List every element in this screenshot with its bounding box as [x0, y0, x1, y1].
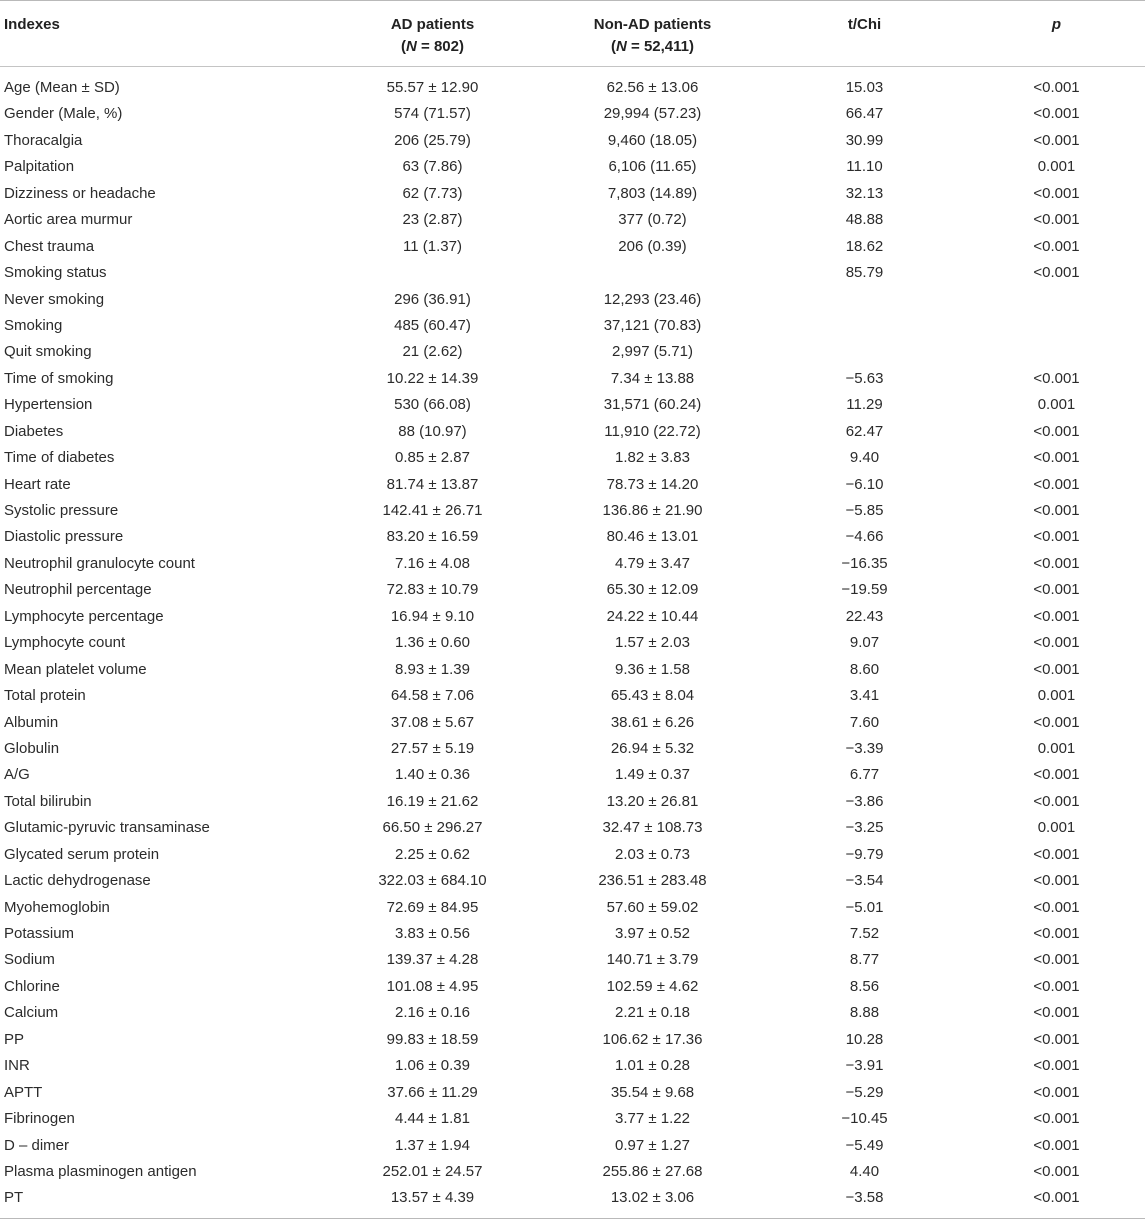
- cell-index: Calcium: [4, 1004, 59, 1022]
- cell-ad: 530 (66.08): [394, 396, 471, 414]
- cell-non-ad: 1.01 ± 0.28: [615, 1057, 690, 1075]
- cell-p: <0.001: [1033, 502, 1080, 519]
- table-row: [0, 1185, 1145, 1211]
- cell-ad: 4.44 ± 1.81: [395, 1110, 470, 1128]
- cell-t-chi: −5.29: [845, 1083, 884, 1101]
- table-row: [0, 657, 1145, 683]
- cell-non-ad: 38.61 ± 6.26: [610, 713, 695, 731]
- cell-p: <0.001: [1033, 1189, 1080, 1207]
- cell-non-ad: 80.46 ± 13.01: [606, 528, 699, 546]
- cell-t-chi: 48.88: [845, 211, 884, 229]
- table-row: [0, 895, 1145, 921]
- cell-ad: 72.69 ± 84.95: [386, 898, 479, 916]
- table-row: [0, 207, 1145, 233]
- cell-index: Lymphocyte count: [4, 634, 126, 652]
- header-indexes: Indexes: [4, 16, 60, 33]
- cell-t-chi: 30.99: [845, 131, 884, 149]
- cell-non-ad: 2.21 ± 0.18: [615, 1004, 690, 1022]
- cell-non-ad: 65.43 ± 8.04: [610, 687, 695, 705]
- table-row: [0, 789, 1145, 815]
- cell-p: 0.001: [1037, 158, 1076, 176]
- table-row: [0, 947, 1145, 973]
- cell-ad: 11 (1.37): [403, 237, 462, 255]
- cell-ad: 21 (2.62): [402, 343, 463, 361]
- table-row: [0, 868, 1145, 894]
- cell-t-chi: 85.79: [845, 264, 884, 282]
- table-row: [0, 1133, 1145, 1159]
- cell-ad: 37.08 ± 5.67: [390, 713, 475, 731]
- cell-ad: 99.83 ± 18.59: [386, 1030, 479, 1048]
- cell-p: <0.001: [1033, 554, 1080, 572]
- cell-ad: 206 (25.79): [394, 131, 471, 149]
- cell-ad: 13.57 ± 4.39: [390, 1189, 475, 1207]
- table-row: [0, 260, 1145, 286]
- header-non-ad-label: Non-AD patients: [593, 16, 712, 33]
- cell-ad: 55.57 ± 12.90: [386, 79, 479, 96]
- cell-index: Palpitation: [4, 158, 75, 176]
- cell-ad: 81.74 ± 13.87: [386, 475, 479, 493]
- table-bottom-rule: [0, 1218, 1145, 1219]
- cell-p: <0.001: [1033, 1083, 1080, 1101]
- cell-index: Chlorine: [4, 977, 60, 995]
- cell-t-chi: −19.59: [841, 581, 888, 599]
- cell-t-chi: 66.47: [845, 105, 884, 123]
- cell-t-chi: −5.85: [845, 502, 884, 519]
- cell-t-chi: −3.39: [845, 739, 884, 757]
- cell-index: Plasma plasminogen antigen: [4, 1162, 197, 1180]
- cell-p: <0.001: [1033, 184, 1080, 202]
- cell-t-chi: 11.29: [846, 396, 883, 414]
- cell-non-ad: 9.36 ± 1.58: [615, 660, 690, 678]
- cell-ad: 252.01 ± 24.57: [382, 1162, 483, 1180]
- cell-non-ad: 2.03 ± 0.73: [615, 845, 690, 863]
- table-row: [0, 1080, 1145, 1106]
- cell-non-ad: 3.77 ± 1.22: [615, 1110, 690, 1128]
- cell-non-ad: 13.20 ± 26.81: [606, 792, 699, 810]
- cell-p: <0.001: [1033, 951, 1080, 969]
- cell-non-ad: 29,994 (57.23): [603, 105, 702, 123]
- cell-t-chi: 32.13: [845, 184, 884, 202]
- cell-ad: 37.66 ± 11.29: [387, 1083, 478, 1101]
- cell-t-chi: 7.60: [849, 713, 880, 731]
- cell-ad: 2.16 ± 0.16: [395, 1004, 470, 1022]
- cell-ad: 322.03 ± 684.10: [378, 872, 487, 890]
- cell-p: <0.001: [1033, 79, 1080, 96]
- cell-index: PT: [4, 1189, 24, 1207]
- cell-t-chi: 8.56: [849, 977, 880, 995]
- cell-index: Lactic dehydrogenase: [4, 872, 151, 890]
- cell-p: <0.001: [1033, 422, 1080, 440]
- cell-p: <0.001: [1033, 607, 1080, 625]
- cell-ad: 72.83 ± 10.79: [386, 581, 479, 599]
- cell-index: Hypertension: [4, 396, 93, 414]
- cell-index: Diastolic pressure: [4, 528, 124, 546]
- cell-ad: 63 (7.86): [402, 158, 463, 176]
- cell-p: 0.001: [1037, 819, 1076, 837]
- cell-non-ad: 26.94 ± 5.32: [610, 739, 695, 757]
- table-row: [0, 392, 1145, 418]
- table-row: [0, 630, 1145, 656]
- cell-index: Diabetes: [4, 422, 64, 440]
- cell-non-ad: 106.62 ± 17.36: [602, 1030, 703, 1048]
- cell-index: Lymphocyte percentage: [4, 607, 164, 625]
- table-row: [0, 1053, 1145, 1079]
- cell-p: 0.001: [1037, 739, 1076, 757]
- cell-index: Glycated serum protein: [4, 845, 160, 863]
- table-row: [0, 577, 1145, 603]
- cell-p: <0.001: [1033, 1110, 1080, 1128]
- cell-non-ad: 206 (0.39): [618, 237, 687, 255]
- cell-t-chi: 3.41: [849, 687, 880, 705]
- cell-t-chi: 18.62: [845, 237, 884, 255]
- cell-ad: 8.93 ± 1.39: [395, 660, 470, 678]
- cell-ad: 101.08 ± 4.95: [386, 977, 479, 995]
- cell-t-chi: −9.79: [845, 845, 884, 863]
- cell-non-ad: 1.57 ± 2.03: [615, 634, 690, 652]
- cell-index: Globulin: [4, 739, 60, 757]
- table-row: [0, 710, 1145, 736]
- cell-p: <0.001: [1033, 1136, 1080, 1154]
- table-row: [0, 551, 1145, 577]
- table-row: [0, 1000, 1145, 1026]
- cell-index: Mean platelet volume: [4, 660, 147, 678]
- cell-t-chi: −6.10: [845, 475, 884, 493]
- cell-t-chi: −3.91: [845, 1057, 884, 1075]
- cell-t-chi: 10.28: [845, 1030, 884, 1048]
- table-row: [0, 736, 1145, 762]
- cell-non-ad: 0.97 ± 1.27: [615, 1136, 690, 1154]
- cell-index: Total protein: [4, 687, 86, 705]
- cell-non-ad: 140.71 ± 3.79: [606, 951, 699, 969]
- header-p: p: [1051, 16, 1062, 33]
- cell-p: <0.001: [1033, 634, 1080, 652]
- cell-non-ad: 1.82 ± 3.83: [615, 449, 690, 467]
- cell-index: Smoking status: [4, 264, 107, 282]
- cell-p: <0.001: [1033, 131, 1080, 149]
- cell-index: Age (Mean ± SD): [4, 79, 120, 96]
- cell-t-chi: −5.01: [845, 898, 884, 916]
- cell-p: <0.001: [1033, 581, 1080, 599]
- cell-ad: 296 (36.91): [394, 290, 471, 308]
- cell-t-chi: 8.88: [849, 1004, 880, 1022]
- cell-ad: 1.06 ± 0.39: [395, 1057, 470, 1075]
- cell-ad: 2.25 ± 0.62: [395, 845, 470, 863]
- cell-non-ad: 78.73 ± 14.20: [606, 475, 699, 493]
- cell-t-chi: 11.10: [846, 158, 883, 176]
- cell-index: Systolic pressure: [4, 502, 119, 519]
- cell-ad: 83.20 ± 16.59: [386, 528, 479, 546]
- cell-t-chi: −5.49: [845, 1136, 884, 1154]
- cell-index: Never smoking: [4, 290, 105, 308]
- cell-p: <0.001: [1033, 449, 1080, 467]
- cell-p: <0.001: [1033, 660, 1080, 678]
- table-row: [0, 128, 1145, 154]
- cell-p: <0.001: [1033, 898, 1080, 916]
- cell-ad: 485 (60.47): [394, 316, 471, 334]
- cell-non-ad: 377 (0.72): [618, 211, 687, 229]
- table-row: [0, 1159, 1145, 1185]
- cell-p: <0.001: [1033, 977, 1080, 995]
- cell-p: <0.001: [1033, 237, 1080, 255]
- cell-non-ad: 31,571 (60.24): [603, 396, 702, 414]
- cell-t-chi: 7.52: [849, 925, 880, 942]
- cell-t-chi: −4.66: [845, 528, 884, 546]
- cell-non-ad: 13.02 ± 3.06: [610, 1189, 695, 1207]
- cell-t-chi: −5.63: [845, 369, 884, 387]
- cell-non-ad: 3.97 ± 0.52: [615, 925, 690, 942]
- table-row: [0, 921, 1145, 947]
- cell-ad: 16.94 ± 9.10: [390, 607, 475, 625]
- header-ad-n: (N = 802): [401, 38, 464, 55]
- header-ad-label: AD patients: [390, 16, 475, 33]
- cell-ad: 0.85 ± 2.87: [395, 449, 470, 467]
- cell-non-ad: 12,293 (23.46): [603, 290, 702, 308]
- cell-index: Chest trauma: [4, 237, 95, 255]
- cell-p: <0.001: [1033, 528, 1080, 546]
- table-row: [0, 366, 1145, 392]
- cell-ad: 23 (2.87): [402, 211, 463, 229]
- cell-t-chi: −3.54: [845, 872, 884, 890]
- table-row: [0, 974, 1145, 1000]
- cell-t-chi: −10.45: [841, 1110, 888, 1128]
- cell-p: <0.001: [1033, 211, 1080, 229]
- cell-t-chi: 9.40: [849, 449, 880, 467]
- cell-ad: 1.37 ± 1.94: [395, 1136, 470, 1154]
- cell-t-chi: 4.40: [849, 1162, 880, 1180]
- cell-ad: 139.37 ± 4.28: [386, 951, 479, 969]
- cell-ad: 3.83 ± 0.56: [395, 925, 470, 942]
- cell-index: Myohemoglobin: [4, 898, 110, 916]
- cell-t-chi: 15.03: [845, 79, 884, 96]
- cell-p: <0.001: [1033, 792, 1080, 810]
- cell-p: <0.001: [1033, 369, 1080, 387]
- cell-index: Time of diabetes: [4, 449, 115, 467]
- cell-non-ad: 57.60 ± 59.02: [606, 898, 699, 916]
- cell-index: Heart rate: [4, 475, 71, 493]
- cell-ad: 574 (71.57): [394, 105, 471, 123]
- cell-index: Time of smoking: [4, 369, 114, 387]
- cell-p: <0.001: [1033, 475, 1080, 493]
- header-t-chi: t/Chi: [847, 16, 882, 33]
- table-row: [0, 234, 1145, 260]
- cell-t-chi: 62.47: [845, 422, 884, 440]
- cell-ad: 7.16 ± 4.08: [395, 554, 470, 572]
- cell-t-chi: 9.07: [849, 634, 880, 652]
- cell-ad: 10.22 ± 14.39: [386, 369, 479, 387]
- cell-ad: 1.40 ± 0.36: [395, 766, 470, 784]
- cell-p: <0.001: [1033, 1030, 1080, 1048]
- table-row: [0, 842, 1145, 868]
- cell-non-ad: 65.30 ± 12.09: [606, 581, 699, 599]
- cell-p: 0.001: [1037, 687, 1076, 705]
- cell-non-ad: 1.49 ± 0.37: [615, 766, 690, 784]
- cell-ad: 62 (7.73): [402, 184, 463, 202]
- table-row: [0, 181, 1145, 207]
- table-row: [0, 498, 1145, 524]
- cell-ad: 88 (10.97): [398, 422, 467, 440]
- table-row: [0, 75, 1145, 101]
- table-top-rule: [0, 0, 1145, 1]
- table-row: [0, 339, 1145, 365]
- cell-non-ad: 62.56 ± 13.06: [606, 79, 699, 96]
- cell-ad: 1.36 ± 0.60: [395, 634, 470, 652]
- cell-t-chi: −3.86: [845, 792, 884, 810]
- cell-index: Aortic area murmur: [4, 211, 133, 229]
- cell-p: <0.001: [1033, 713, 1080, 731]
- cell-non-ad: 102.59 ± 4.62: [606, 977, 699, 995]
- cell-non-ad: 9,460 (18.05): [607, 131, 698, 149]
- table-row: [0, 683, 1145, 709]
- cell-non-ad: 24.22 ± 10.44: [606, 607, 699, 625]
- cell-index: D – dimer: [4, 1136, 70, 1154]
- table-row: [0, 604, 1145, 630]
- cell-t-chi: −3.58: [845, 1189, 884, 1207]
- cell-index: INR: [4, 1057, 30, 1075]
- table-row: [0, 101, 1145, 127]
- cell-index: Gender (Male, %): [4, 105, 123, 123]
- cell-t-chi: 8.77: [849, 951, 880, 969]
- cell-index: Albumin: [4, 713, 59, 731]
- cell-non-ad: 35.54 ± 9.68: [610, 1083, 695, 1101]
- cell-index: Sodium: [4, 951, 55, 969]
- cell-index: Total bilirubin: [4, 792, 92, 810]
- table-row: [0, 154, 1145, 180]
- cell-index: PP: [4, 1030, 25, 1048]
- table-row: [0, 313, 1145, 339]
- cell-non-ad: 2,997 (5.71): [612, 343, 693, 361]
- cell-non-ad: 255.86 ± 27.68: [602, 1162, 703, 1180]
- cell-index: Thoracalgia: [4, 131, 83, 149]
- cell-p: <0.001: [1033, 872, 1080, 890]
- cell-index: Quit smoking: [4, 343, 92, 361]
- table-row: [0, 472, 1145, 498]
- cell-p: <0.001: [1033, 1162, 1080, 1180]
- cell-index: Dizziness or headache: [4, 184, 156, 202]
- cell-non-ad: 7,803 (14.89): [607, 184, 698, 202]
- table-row: [0, 762, 1145, 788]
- cell-p: <0.001: [1033, 1004, 1080, 1022]
- cell-ad: 27.57 ± 5.19: [390, 739, 475, 757]
- cell-index: Glutamic-pyruvic transaminase: [4, 819, 210, 837]
- cell-non-ad: 7.34 ± 13.88: [610, 369, 695, 387]
- table-row: [0, 1106, 1145, 1132]
- cell-ad: 142.41 ± 26.71: [382, 502, 483, 519]
- cell-non-ad: 6,106 (11.65): [608, 158, 697, 176]
- header-non-ad-n: (N = 52,411): [611, 38, 694, 55]
- table-row: [0, 524, 1145, 550]
- cell-p: <0.001: [1033, 105, 1080, 123]
- table-row: [0, 419, 1145, 445]
- cell-t-chi: 8.60: [849, 660, 880, 678]
- cell-p: 0.001: [1037, 396, 1076, 414]
- table-body: [0, 75, 1145, 1212]
- cell-ad: 66.50 ± 296.27: [382, 819, 483, 837]
- cell-t-chi: 22.43: [845, 607, 884, 625]
- cell-index: APTT: [4, 1083, 43, 1101]
- cell-index: Neutrophil percentage: [4, 581, 152, 599]
- cell-ad: 16.19 ± 21.62: [386, 792, 479, 810]
- cell-index: Smoking: [4, 316, 63, 334]
- cell-t-chi: 6.77: [849, 766, 880, 784]
- cell-p: <0.001: [1033, 1057, 1080, 1075]
- table-row: [0, 445, 1145, 471]
- cell-p: <0.001: [1033, 925, 1080, 942]
- cell-index: A/G: [4, 766, 30, 784]
- cell-index: Potassium: [4, 925, 75, 942]
- cell-index: Fibrinogen: [4, 1110, 75, 1128]
- header-rule: [0, 66, 1145, 67]
- cell-ad: 64.58 ± 7.06: [390, 687, 475, 705]
- table-row: [0, 287, 1145, 313]
- cell-non-ad: 4.79 ± 3.47: [615, 554, 690, 572]
- cell-p: <0.001: [1033, 845, 1080, 863]
- cell-t-chi: −16.35: [841, 554, 888, 572]
- cell-t-chi: −3.25: [845, 819, 884, 837]
- table-row: [0, 1027, 1145, 1053]
- cell-p: <0.001: [1033, 264, 1080, 282]
- cell-non-ad: 136.86 ± 21.90: [602, 502, 703, 519]
- table-row: [0, 815, 1145, 841]
- cell-non-ad: 32.47 ± 108.73: [602, 819, 703, 837]
- cell-index: Neutrophil granulocyte count: [4, 554, 195, 572]
- cell-non-ad: 37,121 (70.83): [603, 316, 702, 334]
- cell-non-ad: 236.51 ± 283.48: [598, 872, 707, 890]
- cell-non-ad: 11,910 (22.72): [604, 422, 701, 440]
- cell-p: <0.001: [1033, 766, 1080, 784]
